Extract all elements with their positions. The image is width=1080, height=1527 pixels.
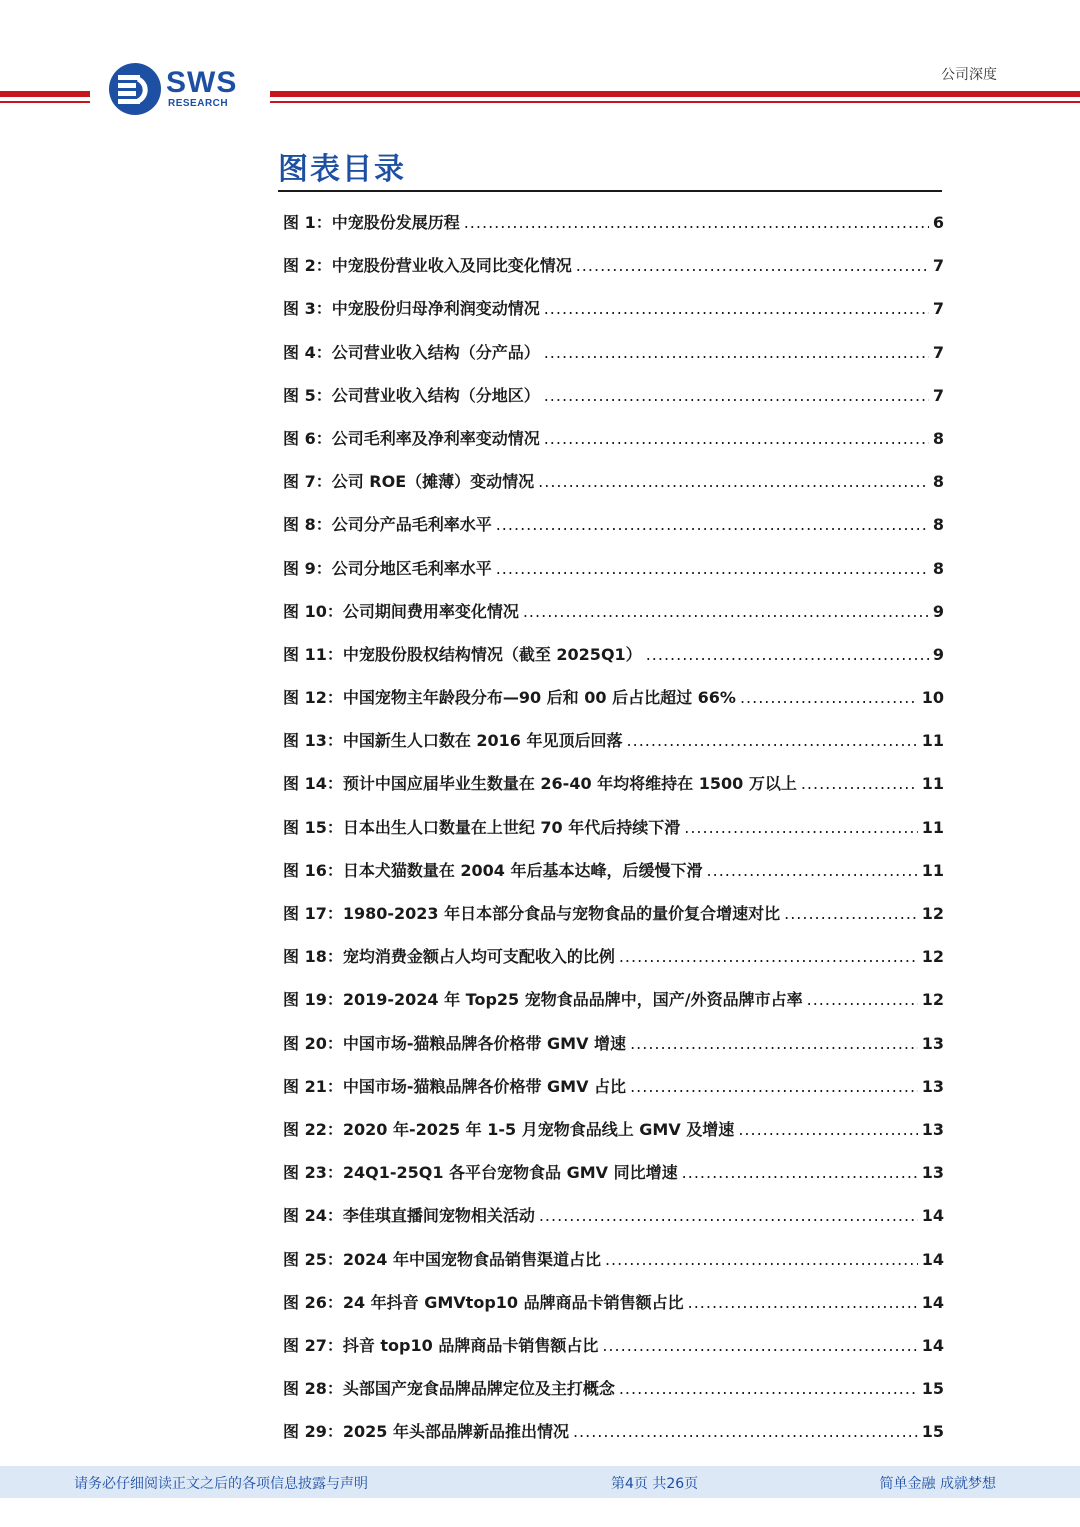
toc-leader-dots xyxy=(630,1065,918,1108)
toc-leader-dots xyxy=(646,633,929,676)
toc-entry-page: 6 xyxy=(932,213,944,232)
toc-entry-label: 图 18：宠均消费金额占人均可支配收入的比例 xyxy=(283,947,615,967)
toc-entry[interactable] xyxy=(283,1065,944,1108)
title-divider xyxy=(278,190,942,192)
sws-logo xyxy=(108,62,248,116)
toc-entry-label: 图 14：预计中国应届毕业生数量在 26-40 年均将维持在 1500 万以上 xyxy=(283,774,797,794)
toc-entry-label: 图 21：中国市场-猫粮品牌各价格带 GMV 占比 xyxy=(283,1076,627,1096)
toc-entry-page: 13 xyxy=(921,1119,944,1139)
toc-entry-page: 7 xyxy=(932,385,944,405)
toc-leader-dots xyxy=(801,762,918,805)
toc-entry[interactable] xyxy=(283,676,944,719)
toc-entry[interactable] xyxy=(283,331,944,374)
toc-leader-dots xyxy=(496,503,929,546)
toc-entry-page: 8 xyxy=(932,558,944,578)
toc-entry[interactable] xyxy=(283,547,944,590)
document-type: 公司深度 xyxy=(941,67,997,83)
toc-entry-label: 图 9：公司分地区毛利率水平 xyxy=(283,558,492,578)
toc-entry[interactable] xyxy=(283,849,944,892)
toc-entry-page: 8 xyxy=(932,472,944,492)
toc-entry[interactable] xyxy=(283,1410,944,1453)
header-rule-right-thin xyxy=(270,101,1080,103)
toc-entry-page: 15 xyxy=(921,1422,944,1442)
toc-entry-page: 12 xyxy=(921,990,944,1010)
toc-entry[interactable] xyxy=(283,633,944,676)
toc-entry-label: 图 15：日本出生人口数量在上世纪 70 年代后持续下滑 xyxy=(283,817,681,837)
toc-entry-label: 图 13：中国新生人口数在 2016 年见顶后回落 xyxy=(283,731,623,751)
toc-leader-dots xyxy=(619,935,918,978)
toc-entry[interactable] xyxy=(283,935,944,978)
toc-entry[interactable] xyxy=(283,460,944,503)
toc-entry-label: 图 26：24 年抖音 GMVtop10 品牌商品卡销售额占比 xyxy=(283,1292,684,1312)
toc-entry-page: 15 xyxy=(921,1379,944,1399)
toc-entry[interactable] xyxy=(283,503,944,546)
toc-entry-label: 图 4：公司营业收入结构（分产品） xyxy=(283,342,540,362)
toc-leader-dots xyxy=(738,1108,917,1151)
toc-entry-page: 11 xyxy=(921,731,944,751)
toc-entry[interactable] xyxy=(283,978,944,1021)
toc-leader-dots xyxy=(688,1281,918,1324)
toc-entry-page: 11 xyxy=(921,860,944,880)
toc-entry-label: 图 27：抖音 top10 品牌商品卡销售额占比 xyxy=(283,1335,599,1355)
toc-entry-page: 7 xyxy=(932,342,944,362)
toc-entry-label: 图 22：2020 年-2025 年 1-5 月宠物食品线上 GMV 及增速 xyxy=(283,1119,735,1139)
toc-entry-page: 11 xyxy=(921,817,944,837)
toc-leader-dots xyxy=(630,1022,918,1065)
toc-leader-dots xyxy=(627,719,918,762)
toc-entry-page: 14 xyxy=(921,1292,944,1312)
toc-leader-dots xyxy=(544,331,929,374)
toc-leader-dots xyxy=(544,417,929,460)
toc-entry-label: 图 8：公司分产品毛利率水平 xyxy=(283,515,492,535)
toc-entry[interactable] xyxy=(283,374,944,417)
toc-entry-page: 14 xyxy=(921,1206,944,1226)
toc-entry-label: 图 3：中宠股份归母净利润变动情况 xyxy=(283,299,540,319)
toc-entry-label: 图 7：公司 ROE（摊薄）变动情况 xyxy=(283,472,535,492)
toc-entry-label: 图 17：1980-2023 年日本部分食品与宠物食品的量价复合增速对比 xyxy=(283,904,781,923)
toc-leader-dots xyxy=(619,1367,918,1410)
toc-entry-page: 11 xyxy=(921,774,944,794)
toc-leader-dots xyxy=(464,201,929,244)
toc-entry[interactable] xyxy=(283,1367,944,1410)
toc-entry[interactable] xyxy=(283,762,944,805)
toc-entry-page: 8 xyxy=(932,428,944,448)
sws-logo-icon xyxy=(108,62,162,116)
logo-subtext: RESEARCH xyxy=(168,98,229,109)
toc-entry[interactable] xyxy=(283,1281,944,1324)
toc-leader-dots xyxy=(602,1324,917,1367)
toc-entry-label: 图 12：中国宠物主年龄段分布—90 后和 00 后占比超过 66% xyxy=(283,688,736,708)
toc-entry-page: 12 xyxy=(921,947,944,967)
header-rule-left-thin xyxy=(0,101,90,103)
toc-entry-label: 图 23：24Q1-25Q1 各平台宠物食品 GMV 同比增速 xyxy=(283,1163,678,1183)
toc-entry-label: 图 10：公司期间费用率变化情况 xyxy=(283,601,519,621)
toc-entry-page: 13 xyxy=(921,1163,944,1183)
toc-entry-label: 图 20：中国市场-猫粮品牌各价格带 GMV 增速 xyxy=(283,1033,627,1053)
toc-entry[interactable] xyxy=(283,719,944,762)
toc-leader-dots xyxy=(682,1151,918,1194)
toc-entry[interactable] xyxy=(283,417,944,460)
toc-entry-label: 图 16：日本犬猫数量在 2004 年后基本达峰，后缓慢下滑 xyxy=(283,860,703,880)
toc-entry-label: 图 5：公司营业收入结构（分地区） xyxy=(283,385,540,405)
toc-entry[interactable] xyxy=(283,1108,944,1151)
toc-leader-dots xyxy=(807,978,918,1021)
page-footer xyxy=(0,1466,1080,1498)
toc-entry-page: 9 xyxy=(932,601,944,621)
toc-leader-dots xyxy=(684,806,917,849)
toc-entry-page: 7 xyxy=(932,299,944,319)
toc-entry-label: 图 2：中宠股份营业收入及同比变化情况 xyxy=(283,256,572,276)
toc-leader-dots xyxy=(605,1238,918,1281)
toc-leader-dots xyxy=(544,374,929,417)
toc-entry[interactable] xyxy=(283,201,944,244)
toc-entry-page: 10 xyxy=(921,688,944,708)
toc-entry-page: 14 xyxy=(921,1249,944,1269)
toc-entry-page: 13 xyxy=(921,1033,944,1053)
toc-leader-dots xyxy=(496,547,929,590)
header-rule-right xyxy=(270,91,1080,97)
toc-entry[interactable] xyxy=(283,1194,944,1237)
toc-entry-label: 图 1：中宠股份发展历程 xyxy=(283,213,460,232)
footer-page-info: 第4页 共26页 xyxy=(611,1476,699,1492)
toc-entry[interactable] xyxy=(283,590,944,633)
toc-entry[interactable] xyxy=(283,244,944,287)
toc-entry-label: 图 19：2019-2024 年 Top25 宠物食品品牌中，国产/外资品牌市占率 xyxy=(283,990,803,1010)
toc-entry-label: 图 6：公司毛利率及净利率变动情况 xyxy=(283,428,540,448)
toc-entry[interactable] xyxy=(283,1022,944,1065)
toc-leader-dots xyxy=(784,892,918,935)
page-title: 图表目录 xyxy=(278,152,406,187)
toc-entry[interactable] xyxy=(283,1324,944,1367)
toc-entry-page: 13 xyxy=(921,1076,944,1096)
toc-entry[interactable] xyxy=(283,287,944,330)
toc-entry-label: 图 28：头部国产宠食品牌品牌定位及主打概念 xyxy=(283,1379,615,1399)
toc-entry-label: 图 11：中宠股份股权结构情况（截至 2025Q1） xyxy=(283,644,642,664)
toc-leader-dots xyxy=(740,676,918,719)
footer-slogan: 简单金融 成就梦想 xyxy=(879,1476,996,1492)
toc-entry-label: 图 29：2025 年头部品牌新品推出情况 xyxy=(283,1422,569,1442)
toc-entry-page: 12 xyxy=(921,904,944,923)
toc-entry[interactable] xyxy=(283,1238,944,1281)
toc-entry[interactable] xyxy=(283,806,944,849)
toc-entry-label: 图 24：李佳琪直播间宠物相关活动 xyxy=(283,1206,535,1226)
toc-leader-dots xyxy=(523,590,929,633)
logo-text: SWS xyxy=(166,66,238,99)
toc-leader-dots xyxy=(544,287,929,330)
footer-disclaimer: 请务必仔细阅读正文之后的各项信息披露与声明 xyxy=(74,1476,368,1492)
toc-leader-dots xyxy=(538,460,929,503)
toc-entry-page: 8 xyxy=(932,515,944,535)
toc-leader-dots xyxy=(539,1194,918,1237)
figure-index xyxy=(283,201,944,1453)
header-rule-left xyxy=(0,91,90,97)
toc-leader-dots xyxy=(707,849,918,892)
toc-leader-dots xyxy=(573,1410,918,1453)
toc-entry-page: 7 xyxy=(932,256,944,276)
toc-entry-label: 图 25：2024 年中国宠物食品销售渠道占比 xyxy=(283,1249,601,1269)
toc-entry-page: 9 xyxy=(932,644,944,664)
toc-entry[interactable] xyxy=(283,892,944,935)
toc-entry[interactable] xyxy=(283,1151,944,1194)
toc-entry-page: 14 xyxy=(921,1335,944,1355)
toc-leader-dots xyxy=(576,244,929,287)
